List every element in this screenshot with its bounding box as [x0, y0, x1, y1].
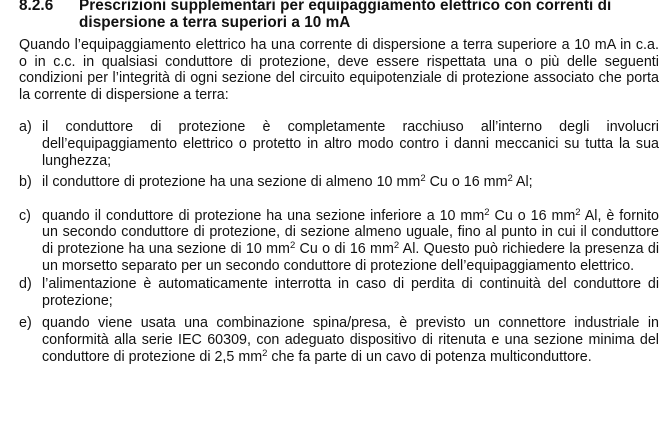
text-run: Al;: [512, 174, 533, 191]
superscript: 2: [262, 347, 268, 359]
text-run: il conduttore di protezione ha una sezione di almeno 10 mm: [42, 174, 421, 191]
list-item-label: e): [19, 315, 32, 332]
list-item-text: il conduttore di protezione è completamente racchiuso all’interno degli involucri dell’equipaggiamento elettrico o protetto in altro modo contro i danni meccanici su tutta la sua lunghezza;: [42, 119, 659, 169]
text-run: Al, è fornito un secondo conduttore di protezione, di sezione almeno uguale, fino al punto in cui il conduttore di protezione ha una sezione di 10 mm: [42, 207, 660, 257]
list-item-c: [19, 208, 659, 274]
superscript: 2: [289, 239, 296, 251]
superscript: 2: [484, 206, 490, 218]
superscript: 2: [575, 206, 581, 218]
list-item-text: [42, 174, 659, 191]
list-item-label: b): [19, 174, 32, 191]
superscript: 2: [420, 173, 426, 185]
text-run: quando viene usata una combinazione spina/presa, è previsto un connettore industriale in conformità alla serie IEC 60309, con adeguato dispositivo di ritenuta e una sezione minima del conduttore di protezione di 2,5 mm: [42, 315, 659, 365]
text-run: Cu o 16 mm: [489, 207, 576, 224]
list-item-label: d): [19, 276, 32, 293]
list-item-text: [42, 208, 659, 274]
section-title: Prescrizioni supplementari per equipaggiamento elettrico con correnti di dispersione a terra superiori a 10 mA: [79, 0, 612, 31]
list-item-b: [19, 174, 659, 191]
list-item-text: [42, 315, 659, 365]
list-item-d: [19, 276, 659, 309]
list-item-label: a): [19, 119, 32, 136]
list-item-text: l’alimentazione è automaticamente interrotta in caso di perdita di continuità del conduttore di protezione;: [42, 276, 659, 309]
text-run: Al. Questo può richiedere la presenza di un morsetto separato per un secondo conduttore di protezione dell’equipaggiamento elettrico.: [42, 240, 660, 274]
text-run: che fa parte di un cavo di potenza multiconduttore.: [267, 348, 592, 365]
section-heading: [19, 0, 659, 31]
text-run: Cu o di 16 mm: [295, 240, 394, 257]
list-item-label: c): [19, 207, 31, 224]
list-item-a: [19, 119, 659, 169]
document-page: [19, 0, 659, 365]
text-run: Cu o 16 mm: [425, 174, 508, 191]
superscript: 2: [507, 173, 513, 185]
section-number: 8.2.6: [19, 0, 54, 14]
intro-paragraph: Quando l’equipaggiamento elettrico ha una corrente di dispersione a terra superiore a 10 mA in c.a. o in c.c. in qualsiasi conduttore di protezione, deve essere rispettata una o più delle seguenti condizioni per l’integrità di ogni sezione del circuito equipotenziale di protezione associato che porta la corrente di dispersione a terra:: [19, 37, 659, 103]
list-item-e: [19, 315, 659, 365]
text-run: quando il conduttore di protezione ha una sezione inferiore a 10 mm: [42, 207, 485, 224]
superscript: 2: [393, 239, 400, 251]
